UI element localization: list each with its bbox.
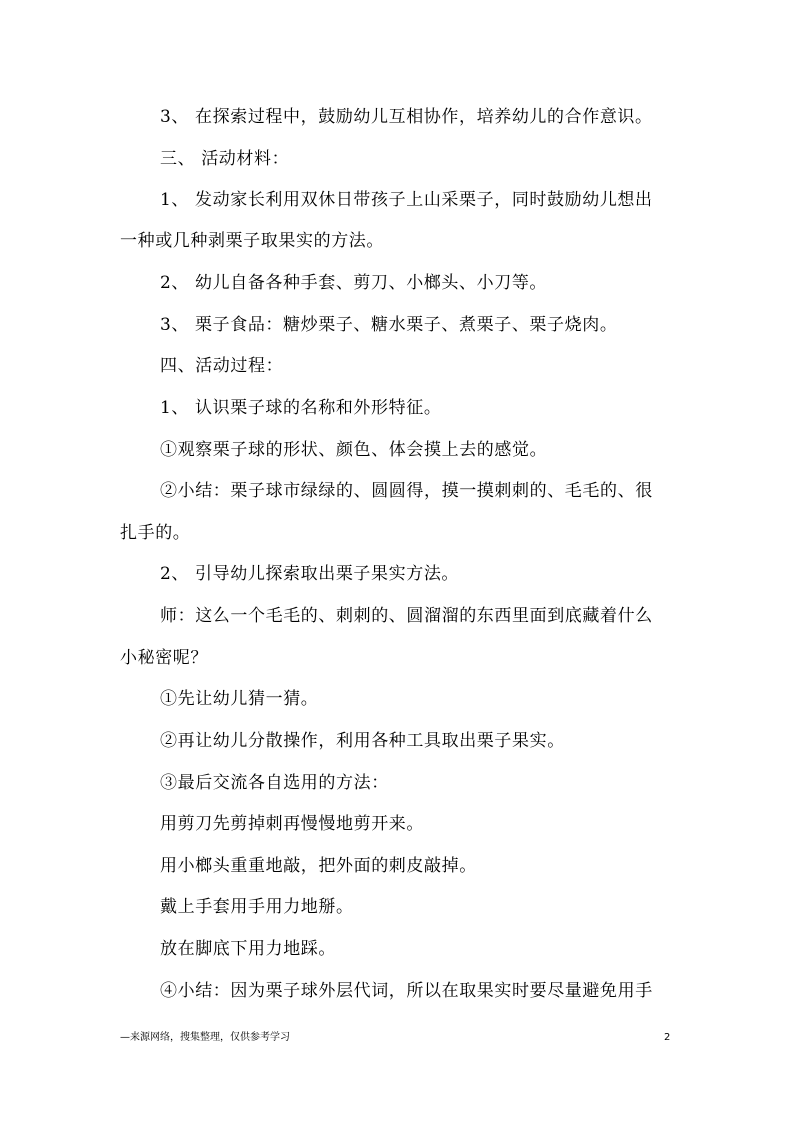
paragraph-line: ①观察栗子球的形状、颜色、体会摸上去的感觉。 xyxy=(160,440,548,460)
paragraph-line: 1、 认识栗子球的名称和外形特征。 xyxy=(160,398,442,418)
footer-source-note: —来源网络，搜集整理，仅供参考学习 xyxy=(120,1032,290,1043)
paragraph-line: 放在脚底下用力地踩。 xyxy=(160,939,336,959)
section-heading-materials: 三、 活动材料： xyxy=(160,149,290,169)
section-heading-process: 四、活动过程： xyxy=(160,356,284,376)
paragraph-line: 1、 发动家长利用双休日带孩子上山采栗子，同时鼓励幼儿想出 xyxy=(160,190,653,210)
paragraph-line: 用剪刀先剪掉刺再慢慢地剪开来。 xyxy=(160,814,424,834)
page-number: 2 xyxy=(664,1032,671,1043)
paragraph-line: ④小结：因为栗子球外层代词，所以在取果实时要尽量避免用手 xyxy=(160,981,653,1001)
paragraph-line: 师：这么一个毛毛的、刺刺的、圆溜溜的东西里面到底藏着什么 xyxy=(160,606,653,626)
paragraph-line: 戴上手套用手用力地掰。 xyxy=(160,897,354,917)
paragraph-line: ②小结：栗子球市绿绿的、圆圆得，摸一摸刺刺的、毛毛的、很 xyxy=(160,481,653,501)
paragraph-line: 3、 在探索过程中，鼓励幼儿互相协作，培养幼儿的合作意识。 xyxy=(160,107,653,127)
paragraph-line: ③最后交流各自选用的方法： xyxy=(160,773,389,793)
paragraph-line: ①先让幼儿猜一猜。 xyxy=(160,689,319,709)
paragraph-line: ②再让幼儿分散操作，利用各种工具取出栗子果实。 xyxy=(160,731,565,751)
paragraph-line: 2、 幼儿自备各种手套、剪刀、小榔头、小刀等。 xyxy=(160,273,548,293)
paragraph-line: 3、 栗子食品：糖炒栗子、糖水栗子、煮栗子、栗子烧肉。 xyxy=(160,315,618,335)
paragraph-line: 2、 引导幼儿探索取出栗子果实方法。 xyxy=(160,564,460,584)
paragraph-line: 用小榔头重重地敲，把外面的刺皮敲掉。 xyxy=(160,856,477,876)
paragraph-line: 小秘密呢？ xyxy=(120,648,208,668)
paragraph-line: 扎手的。 xyxy=(120,523,191,543)
paragraph-line: 一种或几种剥栗子取果实的方法。 xyxy=(120,231,384,251)
